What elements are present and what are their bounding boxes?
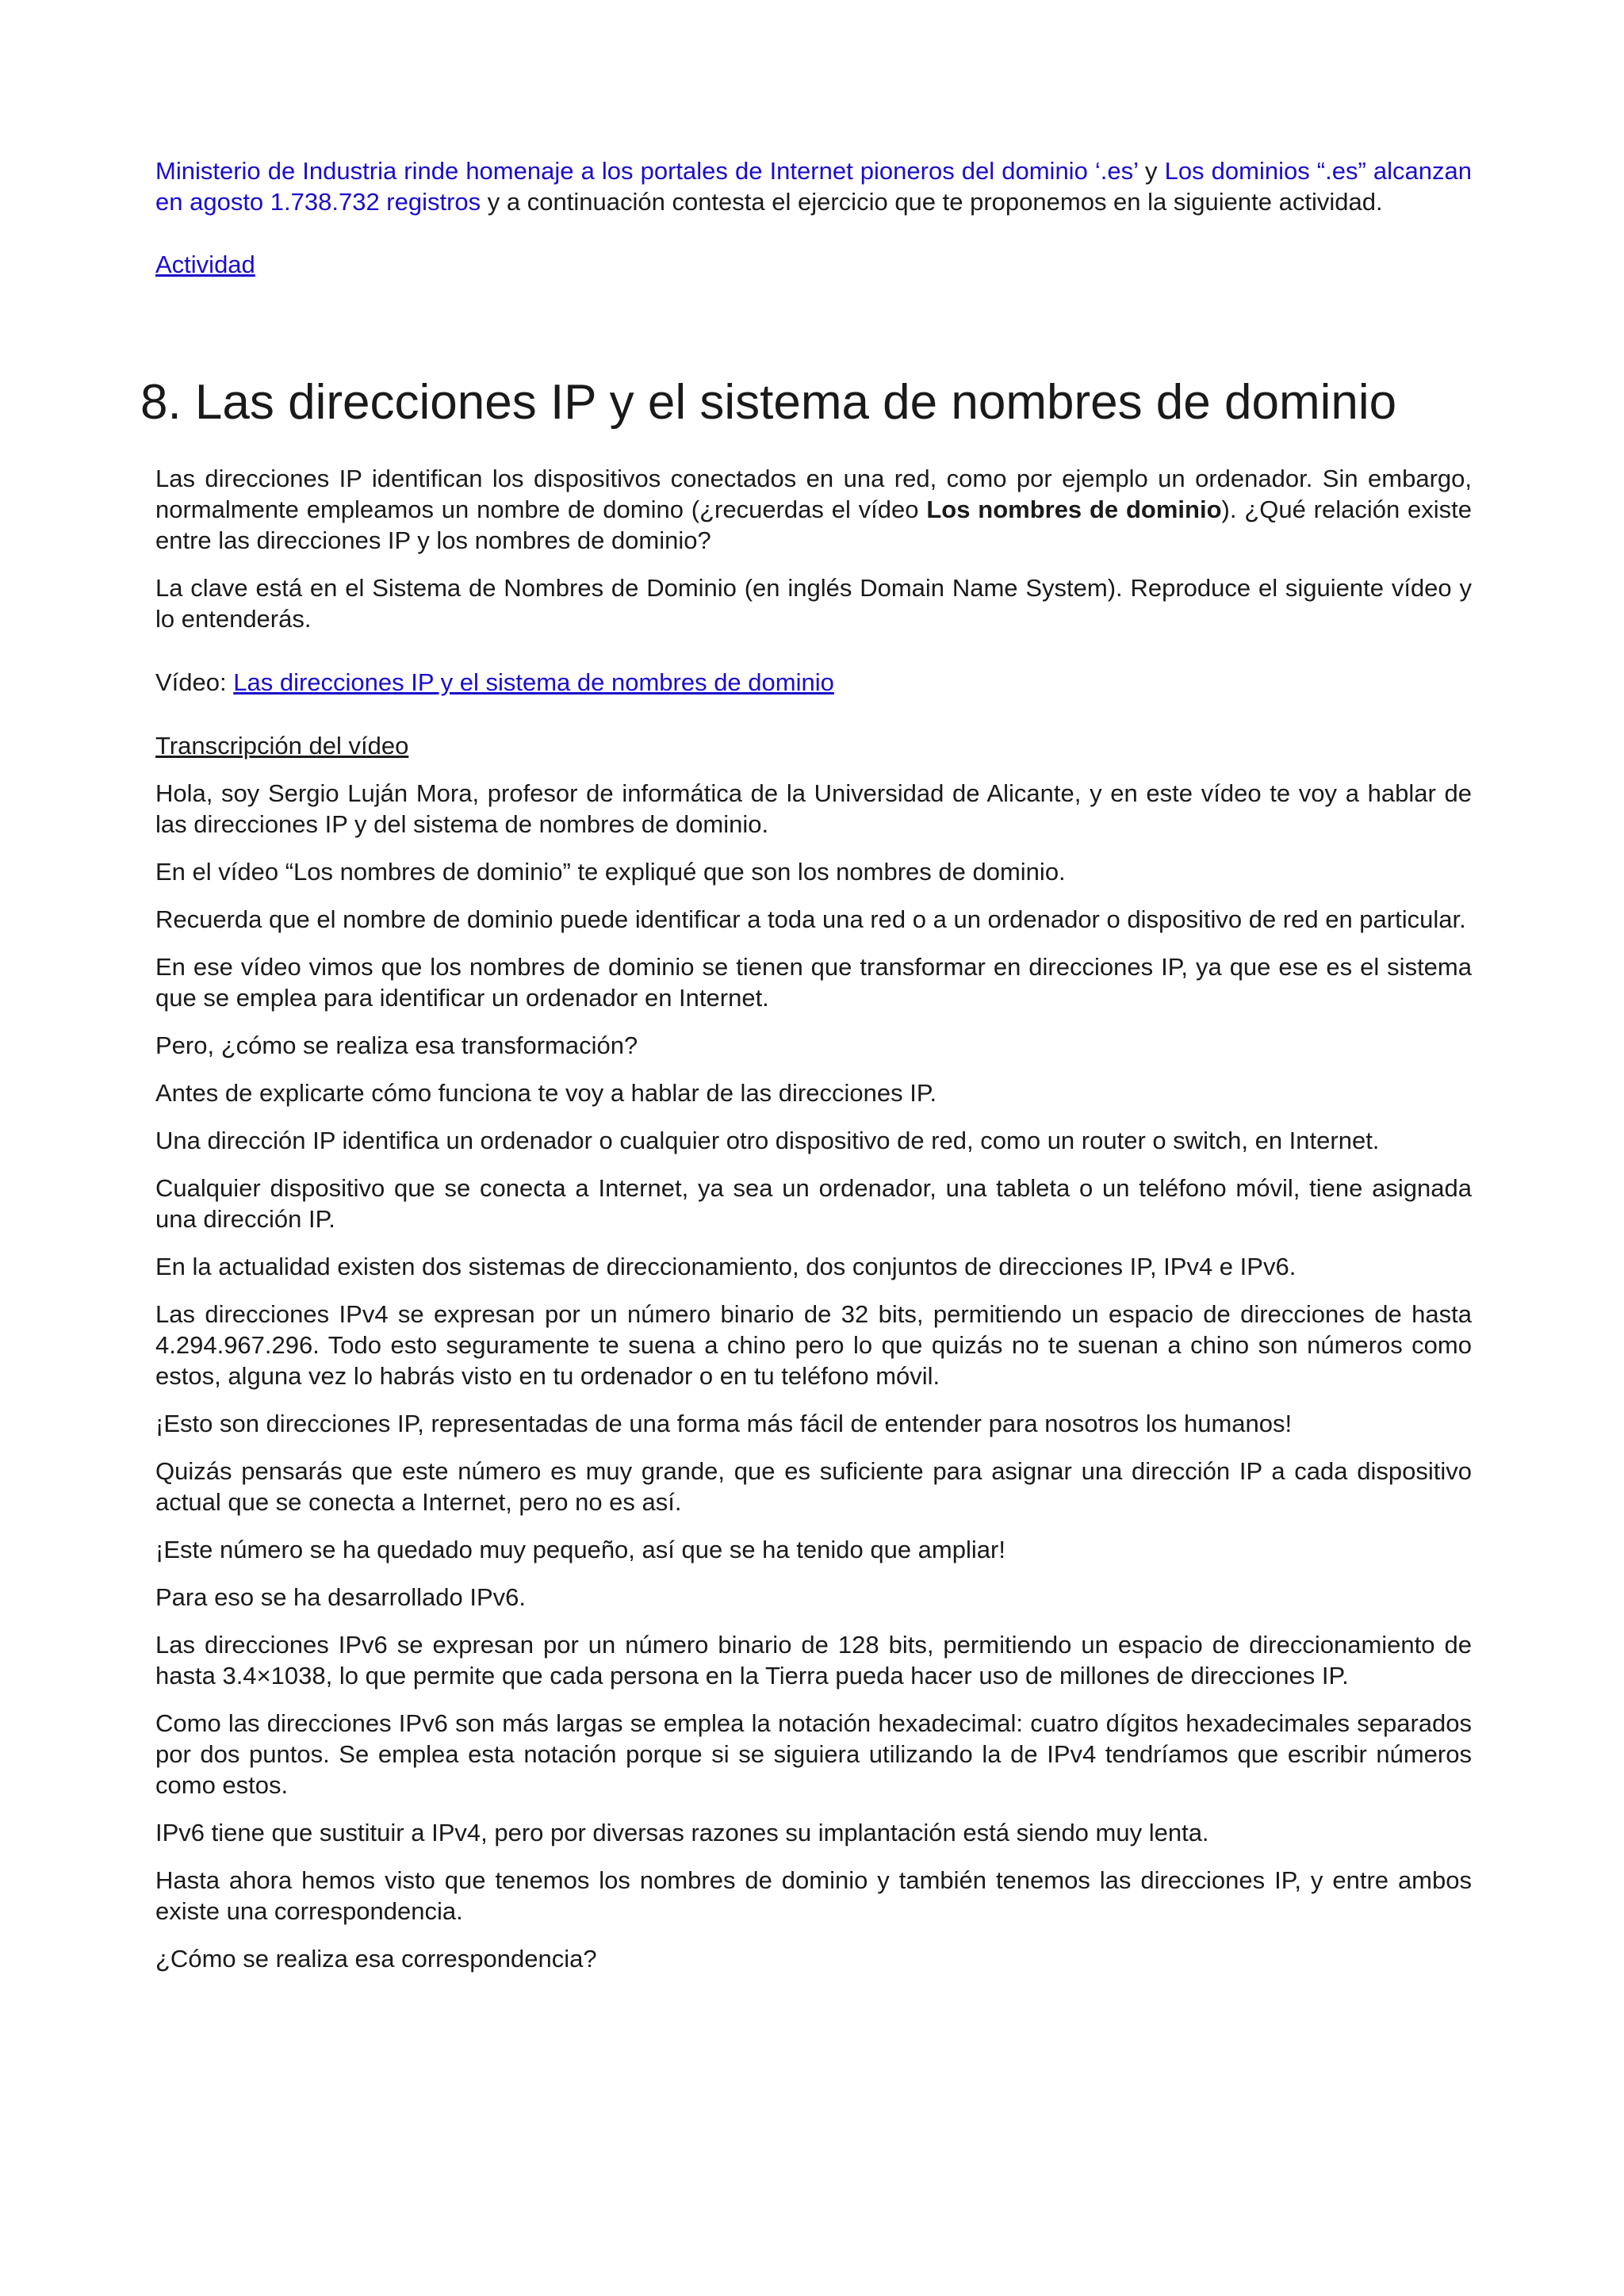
activity-paragraph	[155, 249, 1472, 280]
section-title: 8. Las direcciones IP y el sistema de nombres de dominio	[140, 375, 1397, 430]
transcript-paragraph: Quizás pensarás que este número es muy grande, que es suficiente para asignar una dirección IP a cada dispositivo actual que se conecta a Internet, pero no es así.	[155, 1457, 1472, 1516]
transcript-paragraph: Para eso se ha desarrollado IPv6.	[155, 1583, 526, 1611]
transcript-paragraph: IPv6 tiene que sustituir a IPv4, pero por diversas razones su implantación está siendo muy lenta.	[155, 1819, 1209, 1846]
transcript-paragraph: Las direcciones IPv4 se expresan por un número binario de 32 bits, permitiendo un espacio de direcciones de hasta 4.294.967.296. Todo esto seguramente te suena a chino pero lo que quizás no te suenan a chino son números como estos, alguna vez lo habrás visto en tu ordenador o en tu teléfono móvil.	[155, 1300, 1472, 1390]
transcript-paragraph: Pero, ¿cómo se realiza esa transformación?	[155, 1031, 638, 1059]
transcript-paragraph: ¿Cómo se realiza esa correspondencia?	[155, 1945, 597, 1973]
activity-link[interactable]: Actividad	[155, 251, 255, 278]
intro-block	[155, 155, 1472, 296]
body-paragraph-1	[155, 463, 1472, 556]
intro-paragraph	[155, 155, 1472, 217]
transcript-paragraph: Antes de explicarte cómo funciona te voy a hablar de las direcciones IP.	[155, 1079, 937, 1107]
intro-tail: y a continuación contesta el ejercicio que te proponemos en la siguiente actividad.	[481, 188, 1383, 216]
transcript-heading: Transcripción del vídeo	[155, 732, 409, 760]
video-paragraph	[155, 667, 1472, 698]
transcript-paragraph: ¡Esto son direcciones IP, representadas de una forma más fácil de entender para nosotros los humanos!	[155, 1410, 1293, 1437]
body-paragraph-2: La clave está en el Sistema de Nombres de Dominio (en inglés Domain Name System). Reproduce el siguiente vídeo y lo entenderás.	[155, 574, 1472, 633]
transcript-paragraph: En la actualidad existen dos sistemas de direccionamiento, dos conjuntos de direcciones IP, IPv4 e IPv6.	[155, 1253, 1297, 1280]
video-link[interactable]: Las direcciones IP y el sistema de nombres de dominio	[233, 668, 834, 696]
ministerio-link[interactable]: Ministerio de Industria rinde homenaje a los portales de Internet pioneros del dominio ‘.es’	[155, 157, 1138, 185]
transcript-paragraph: Las direcciones IPv6 se expresan por un número binario de 128 bits, permitiendo un espacio de direccionamiento de hasta 3.4×1038, lo que permite que cada persona en la Tierra pueda hacer uso de millones de direcciones IP.	[155, 1631, 1472, 1689]
transcript-paragraph: Hola, soy Sergio Luján Mora, profesor de informática de la Universidad de Alicante, y en este vídeo te voy a hablar de las direcciones IP y del sistema de nombres de dominio.	[155, 779, 1472, 838]
transcript-paragraph: ¡Este número se ha quedado muy pequeño, así que se ha tenido que ampliar!	[155, 1536, 1005, 1563]
intro-connector: y	[1137, 157, 1165, 185]
transcript-paragraph: Una dirección IP identifica un ordenador o cualquier otro dispositivo de red, como un router o switch, en Internet.	[155, 1127, 1380, 1154]
dominios-link[interactable]: Los dominios “.es” alcanzan en agosto 1.738.732 registros	[155, 157, 1472, 216]
p1-text-a: Las direcciones IP identifican los dispositivos conectados en una red, como por ejemplo un ordenador. Sin embargo, normalmente empleamos un nombre de domino (¿recuerdas el vídeo	[155, 465, 1472, 523]
video-label: Vídeo:	[155, 668, 234, 696]
transcript-paragraph: Como las direcciones IPv6 son más largas se emplea la notación hexadecimal: cuatro dígitos hexadecimales separados por dos puntos. Se emplea esta notación porque si se siguiera utilizando la de IPv4 tendríamos que escribir números como estos.	[155, 1709, 1472, 1799]
section-body	[155, 463, 1472, 1991]
transcript-paragraph: Hasta ahora hemos visto que tenemos los nombres de dominio y también tenemos las direcciones IP, y entre ambos existe una correspondencia.	[155, 1866, 1472, 1925]
transcript-paragraph: En ese vídeo vimos que los nombres de dominio se tienen que transformar en direcciones IP, ya que ese es el sistema que se emplea para identificar un ordenador en Internet.	[155, 953, 1472, 1012]
transcript-paragraph: Cualquier dispositivo que se conecta a Internet, ya sea un ordenador, una tableta o un teléfono móvil, tiene asignada una dirección IP.	[155, 1174, 1472, 1233]
p1-text-b: ). ¿Qué relación existe entre las direcciones IP y los nombres de dominio?	[155, 496, 1472, 554]
transcript-paragraph: En el vídeo “Los nombres de dominio” te expliqué que son los nombres de dominio.	[155, 858, 1066, 886]
transcript-paragraph: Recuerda que el nombre de dominio puede identificar a toda una red o a un ordenador o dispositivo de red en particular.	[155, 905, 1466, 933]
p1-bold-video-name: Los nombres de dominio	[926, 496, 1222, 523]
